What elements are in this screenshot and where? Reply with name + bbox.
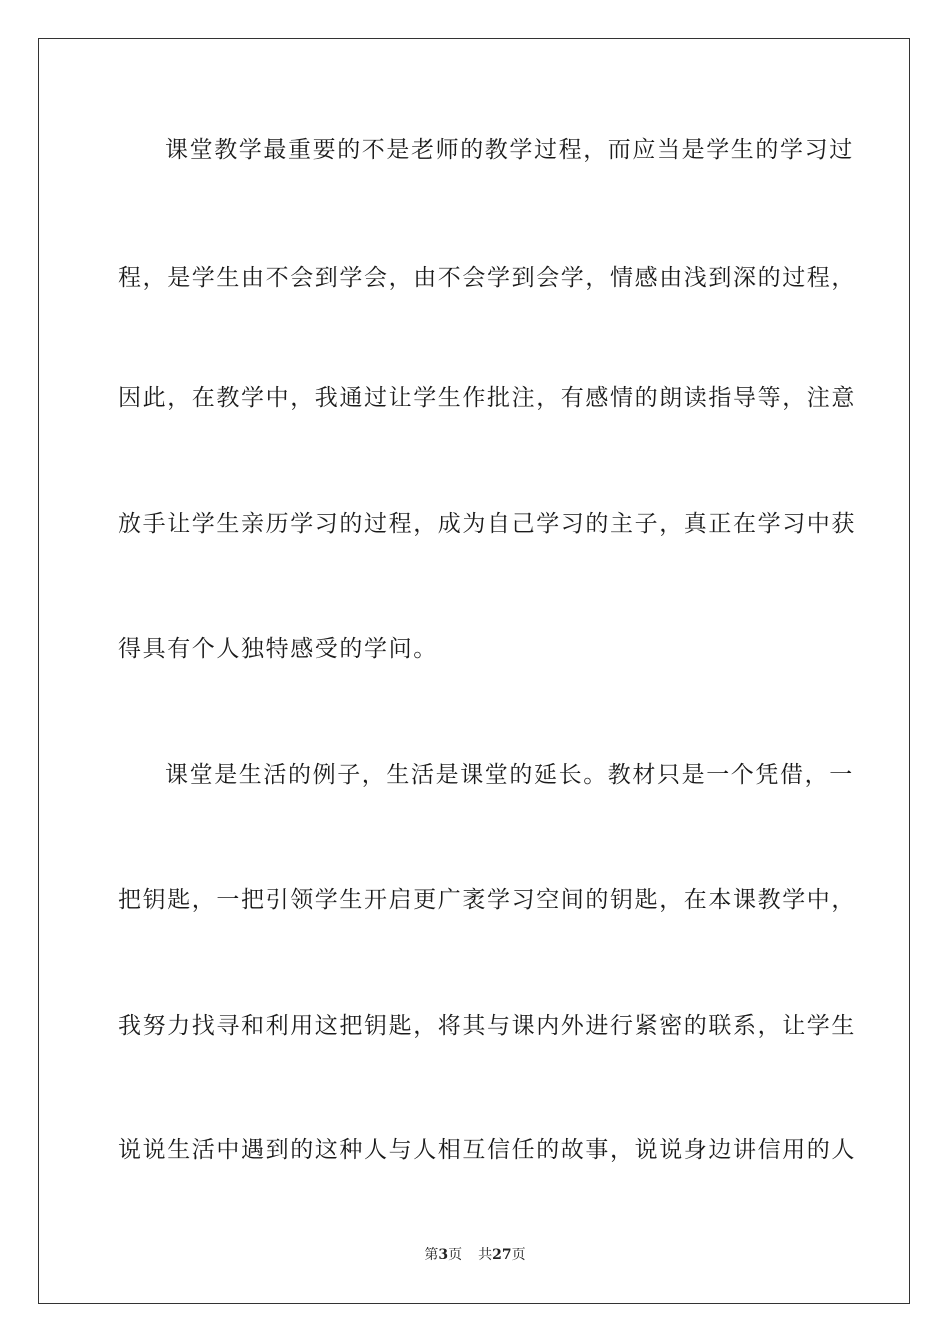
page-suffix: 页 (448, 1247, 463, 1263)
text-line: 课堂是生活的例子，生活是课堂的延长。教材只是一个凭借，一 (165, 762, 854, 788)
text-line: 说说生活中遇到的这种人与人相互信任的故事，说说身边讲信用的人 (118, 1137, 856, 1163)
total-prefix: 共 (478, 1247, 493, 1263)
total-pages: 27 (492, 1247, 512, 1263)
text-line: 放手让学生亲历学习的过程，成为自己学习的主子，真正在学习中获 (118, 511, 856, 537)
page-border (38, 38, 910, 1304)
text-line: 得具有个人独特感受的学问。 (118, 636, 438, 662)
text-line: 程，是学生由不会到学会，由不会学到会学，情感由浅到深的过程， (118, 265, 856, 291)
text-line: 因此，在教学中，我通过让学生作批注，有感情的朗读指导等，注意 (118, 385, 856, 411)
page-prefix: 第 (424, 1247, 439, 1263)
total-suffix: 页 (511, 1247, 526, 1263)
text-line: 把钥匙，一把引领学生开启更广袤学习空间的钥匙，在本课教学中， (118, 887, 856, 913)
page-footer (0, 1246, 950, 1264)
text-line: 课堂教学最重要的不是老师的教学过程，而应当是学生的学习过 (165, 137, 854, 163)
text-line: 我努力找寻和利用这把钥匙，将其与课内外进行紧密的联系，让学生 (118, 1013, 856, 1039)
page-number: 3 (438, 1247, 449, 1263)
